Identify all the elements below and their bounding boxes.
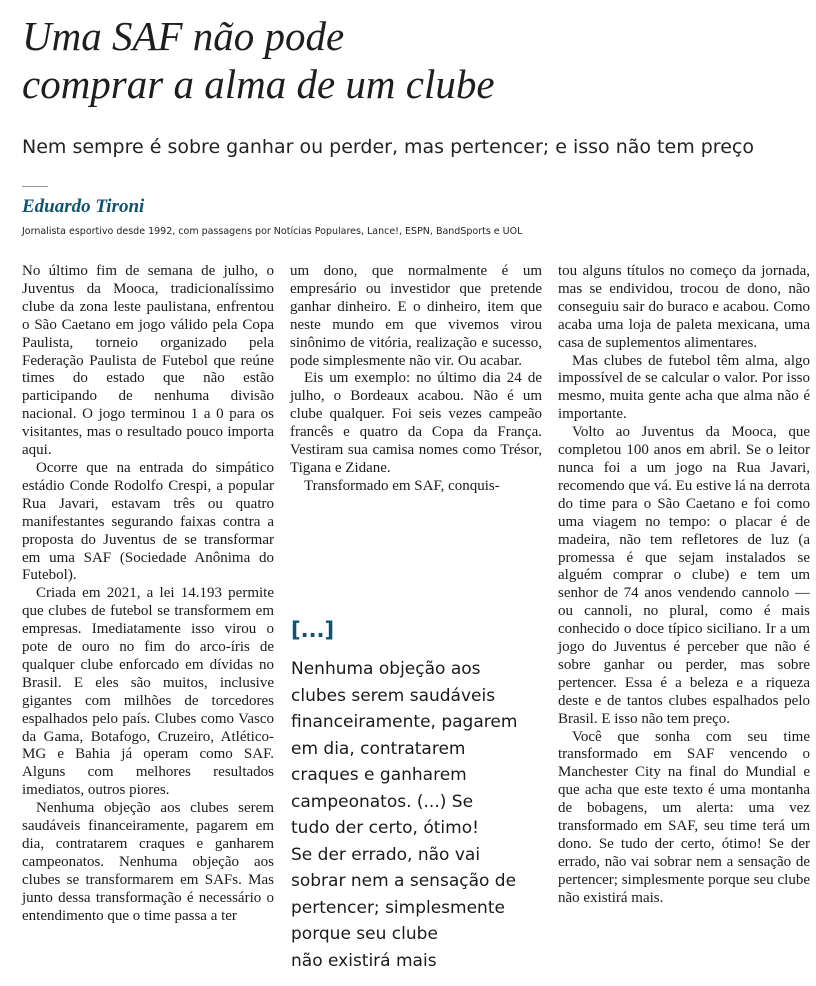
author-divider <box>22 186 48 187</box>
paragraph: Volto ao Juventus da Mooca, que completou 100 anos em abril. Se o leitor nunca foi a um jogo na Rua Javari, recomendo que vá. Eu estive lá na derrota do time para o São Caetano e foi como uma viagem no tempo: o placar é de madeira, não tem refletores de luz (a promessa é que sejam instalados se alguém comprar o clube) e tem um senhor de 74 anos vendendo cannolo — ou cannoli, no plural, como é mais conhecido o doce típico siciliano. Ir a um jogo do Juventus é perceber que não é sobre ganhar ou perder, mas sobre pertencer. Essa é a beleza e a riqueza deste e de tantos clubes espalhados pelo Brasil. E isso não tem preço. <box>558 424 810 727</box>
paragraph: Você que sonha com seu time transformado em SAF vencendo o Manchester City na final do Mundial e que acha que este texto é uma montanha de bobagens, um alerta: uma vez transformado em SAF, seu time terá um dono. Se tudo der certo, ótimo! Se der errado, não vai sobrar nem a sensação de pertencer; simplesmente porque seu clube não existirá mais. <box>558 728 810 906</box>
paragraph: tou alguns títulos no começo da jornada, mas se endividou, trocou de dono, não conseguiu sair do buraco e acabou. Como acaba uma loja de paleta mexicana, uma casa de suplementos alimentares. <box>558 263 810 351</box>
author-bio: Jornalista esportivo desde 1992, com passagens por Notícias Populares, Lance!, ESPN, BandSports e UOL <box>22 226 523 237</box>
paragraph: Transformado em SAF, conquis- <box>304 477 500 494</box>
pullquote-line: Se der errado, não vai <box>291 844 481 865</box>
pullquote-line: campeonatos. (...) Se <box>291 791 474 812</box>
headline-line-2: comprar a alma de um clube <box>22 61 495 107</box>
pullquote-line: sobrar nem a sensação de <box>291 871 517 891</box>
author-name: Eduardo Tironi <box>22 196 145 217</box>
article-column-2 <box>290 263 542 496</box>
pullquote-line: craques e ganharem <box>291 765 467 785</box>
pullquote-marker: [...] <box>291 618 335 642</box>
headline <box>22 12 782 108</box>
paragraph: Eis um exemplo: no último dia 24 de julho, o Bordeaux acabou. Não é um clube qualquer. Foi seis vezes campeão francês e quatro da Copa da França. Vestiram sua camisa nomes como Trésor, Tigana e Zidane. <box>290 370 542 476</box>
pullquote-line: clubes serem saudáveis <box>291 685 496 706</box>
pullquote-line: porque seu clube <box>291 924 438 944</box>
paragraph: Ocorre que na entrada do simpático estádio Conde Rodolfo Crespi, a popular Rua Javari, estavam três ou quatro manifestantes segurando faixas contra a proposta do Juventus de se transformar em uma SAF (Sociedade Anônima do Futebol). <box>22 459 274 584</box>
paragraph: um dono, que normalmente é um empresário ou investidor que pretende ganhar dinheiro. E o dinheiro, item que neste mundo em que vivemos virou sinônimo de vitória, realização e sucesso, pode simplesmente não vir. Ou acabar. <box>290 263 542 369</box>
paragraph: Mas clubes de futebol têm alma, algo impossível de se calcular o valor. Por isso mesmo, muita gente acha que alma não é importante. <box>558 352 810 423</box>
pullquote-line: financeiramente, pagarem <box>291 712 518 732</box>
pullquote-line: pertencer; simplesmente <box>291 897 505 918</box>
pullquote <box>291 656 541 974</box>
paragraph: No último fim de semana de julho, o Juventus da Mooca, tradicionalíssimo clube da zona leste paulistana, enfrentou o São Caetano em jogo válido pela Copa Paulista, torneio organizado pela Federação Paulista de Futebol que reúne times do estado que não estão participando de nenhuma divisão nacional. O jogo terminou 1 a 0 para os visitantes, mas o resultado pouco importa aqui. <box>22 263 274 459</box>
pullquote-line: Nenhuma objeção aos <box>291 659 481 679</box>
headline-line-1: Uma SAF não pode <box>22 13 345 59</box>
pullquote-line: em dia, contratarem <box>291 738 466 759</box>
article-column-3 <box>558 263 810 908</box>
pullquote-line: não existirá mais <box>291 950 437 971</box>
paragraph: Nenhuma objeção aos clubes serem saudáveis financeiramente, pagarem em dia, contratarem craques e ganharem campeonatos. Nenhuma objeção aos clubes se transformarem em SAFs. Mas junto dessa transformação é necessário o entendimento que o time passa a ter <box>22 800 274 924</box>
subheadline: Nem sempre é sobre ganhar ou perder, mas pertencer; e isso não tem preço <box>22 136 754 158</box>
article-column-1 <box>22 263 274 926</box>
pullquote-line: tudo der certo, ótimo! <box>291 818 479 838</box>
paragraph: Criada em 2021, a lei 14.193 permite que clubes de futebol se transformem em empresas. Imediatamente isso virou o pote de ouro no fim do arco-íris de qualquer clube enforcado em dívidas no Brasil. E eles são muitos, inclusive gigantes com milhões de torcedores espalhados pelo país. Clubes como Vasco da Gama, Botafogo, Cruzeiro, Atlético-MG e Bahia já operam como SAF. Alguns com melhores resultados imediatos, outros piores. <box>22 585 274 799</box>
